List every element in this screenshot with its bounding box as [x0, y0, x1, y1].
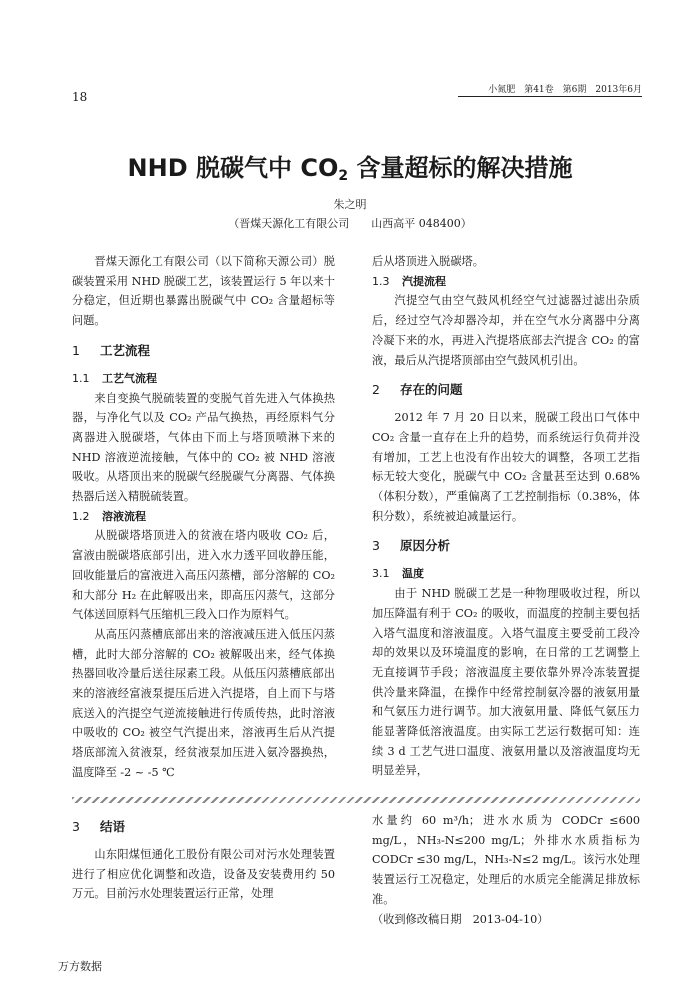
section-3-heading — [372, 536, 640, 556]
subsection-1-1-heading — [72, 369, 335, 389]
paragraph-1-2a: 从脱碳塔塔顶进入的贫液在塔内吸收 CO₂ 后，富液由脱碳塔底部引出，进入水力透平回收静压能，回收能量后的富液进入高压闪蒸槽，部分溶解的 CO₂ 和大部分 H₂ 在此解吸出来，即高压闪蒸气，这部分气体送回原料气压缩机三段入口作为原料气。 — [72, 529, 335, 622]
left-column — [72, 252, 335, 783]
paragraph-1-1: 来自变换气脱硫装置的变脱气首先进入气体换热器，与净化气以及 CO₂ 产品气换热，再经原料气分离器进入脱碳塔，气体由下而上与塔顶喷淋下来的 NHD 溶液逆流接触，气体中的 CO₂ 被 NHD 溶液吸收。从塔顶出来的脱碳气经脱碳气分离器、气体换热器后送入精脱硫装置。 — [72, 391, 335, 504]
section-1-heading — [72, 341, 335, 361]
section-title: 原因分析 — [400, 538, 451, 554]
journal-header: 小氮肥 第41卷 第6期 2013年6月 — [488, 85, 642, 95]
right-column — [372, 252, 640, 781]
section-title: 结语 — [100, 819, 126, 834]
subsection-1-2-heading — [72, 507, 335, 527]
subsection-3-1-heading — [372, 564, 640, 584]
subsection-title: 温度 — [402, 567, 424, 581]
section-number: 2 — [372, 382, 380, 398]
paragraph-1-2b: 从高压闪蒸槽底部出来的溶液减压进入低压闪蒸槽，此时大部分溶解的 CO₂ 被解吸出来，经气体换热器回收冷量后送往尿素工段。从低压闪蒸槽底部出来的溶液经富液泵提压后进入汽提塔，自上而下与塔底送入的汽提空气逆流接触进行传质传热，此时溶液中吸收的 CO₂ 被空气汽提出来，溶液再生后从汽提塔底部流入贫液泵，经贫液泵加压进入氨冷器换热，温度降至 -2 ~ -5 ℃ — [72, 627, 335, 779]
subsection-title: 工艺气流程 — [102, 371, 157, 385]
paragraph-2: 2012 年 7 月 20 日以来，脱碳工段出口气体中 CO₂ 含量一直存在上升的趋势，而系统运行负荷并没有增加，工艺上也没有作出较大的调整，各项工艺指标无较大变化，脱碳气中 CO₂ 含量甚至达到 0.68%（体积分数），严重偏离了工艺控制指标（0.38%，体积分数），系统被迫减量运行。 — [372, 411, 640, 523]
title-sub: 2 — [338, 168, 349, 184]
conclusion-heading — [72, 817, 335, 837]
previous-article-right — [372, 811, 640, 929]
section-number: 3 — [372, 538, 380, 554]
subsection-number: 1.3 — [372, 274, 390, 288]
subsection-number: 1.2 — [72, 509, 90, 523]
section-title: 工艺流程 — [100, 342, 151, 358]
conclusion-paragraph: 山东阳煤恒通化工股份有限公司对污水处理装置进行了相应优化调整和改造，设备及安装费用约 50 万元。目前污水处理装置运行正常，处理 — [72, 848, 335, 901]
article-title — [0, 148, 700, 184]
paragraph-3-1: 由于 NHD 脱碳工艺是一种物理吸收过程，所以加压降温有利于 CO₂ 的吸收，而温度的控制主要包括入塔气温度和溶液温度。入塔气温度主要受前工段冷却的效果以及环境温度的影响，在日常的工艺调整上无直接调节手段；溶液温度主要依靠外界冷冻装置提供冷量来降温，在操作中经常控制氨冷器的液氨用量和气氨压力进行调节。加大液氨用量、降低气氨压力能显著降低溶液温度。由实际工艺运行数据可知：连续 3 d 工艺气进口温度、液氨用量以及溶液温度均无明显差异， — [372, 587, 640, 778]
header-rule — [458, 96, 642, 97]
received-date: （收到修改稿日期 2013-04-10） — [372, 912, 549, 926]
title-pre: NHD 脱碳气中 CO — [127, 154, 339, 182]
affiliation: （晋煤天源化工有限公司 山西高平 048400） — [228, 217, 472, 230]
previous-article-left — [72, 817, 335, 904]
article-divider — [72, 797, 640, 803]
subsection-title: 溶液流程 — [102, 509, 146, 523]
subsection-number: 1.1 — [72, 371, 90, 385]
conclusion-continued: 水量约 60 m³/h；进水水质为 CODCr ≤600 mg/L，NH₃-N≤200 mg/L；外排水水质指标为 CODCr ≤30 mg/L，NH₃-N≤2 mg/L。该污水处理装置运行工况稳定，处理后的水质完全能满足排放标准。 — [372, 814, 640, 906]
intro-paragraph: 晋煤天源化工有限公司（以下简称天源公司）脱碳装置采用 NHD 脱碳工艺，该装置运行 5 年以来十分稳定，但近期也暴露出脱碳气中 CO₂ 含量超标等问题。 — [72, 255, 335, 328]
section-2-heading — [372, 380, 640, 400]
subsection-number: 3.1 — [372, 567, 390, 581]
footer-watermark: 万方数据 — [58, 960, 102, 973]
author: 朱之明 — [333, 198, 367, 211]
title-post: 含量超标的解决措施 — [348, 154, 573, 182]
subsection-1-3-heading — [372, 272, 640, 292]
page-number: 18 — [72, 90, 88, 104]
paragraph-1-3: 汽提空气由空气鼓风机经空气过滤器过滤出杂质后，经过空气冷却器冷却，并在空气水分离器中分离冷凝下来的水，再进入汽提塔底部去汽提含 CO₂ 的富液，最后从汽提塔顶部由空气鼓风机引出。 — [372, 294, 640, 367]
section-number: 3 — [72, 819, 80, 834]
section-number: 1 — [72, 342, 80, 358]
subsection-title: 汽提流程 — [402, 274, 446, 288]
continued-paragraph: 后从塔顶进入脱碳塔。 — [372, 255, 484, 268]
section-title: 存在的问题 — [400, 382, 463, 398]
